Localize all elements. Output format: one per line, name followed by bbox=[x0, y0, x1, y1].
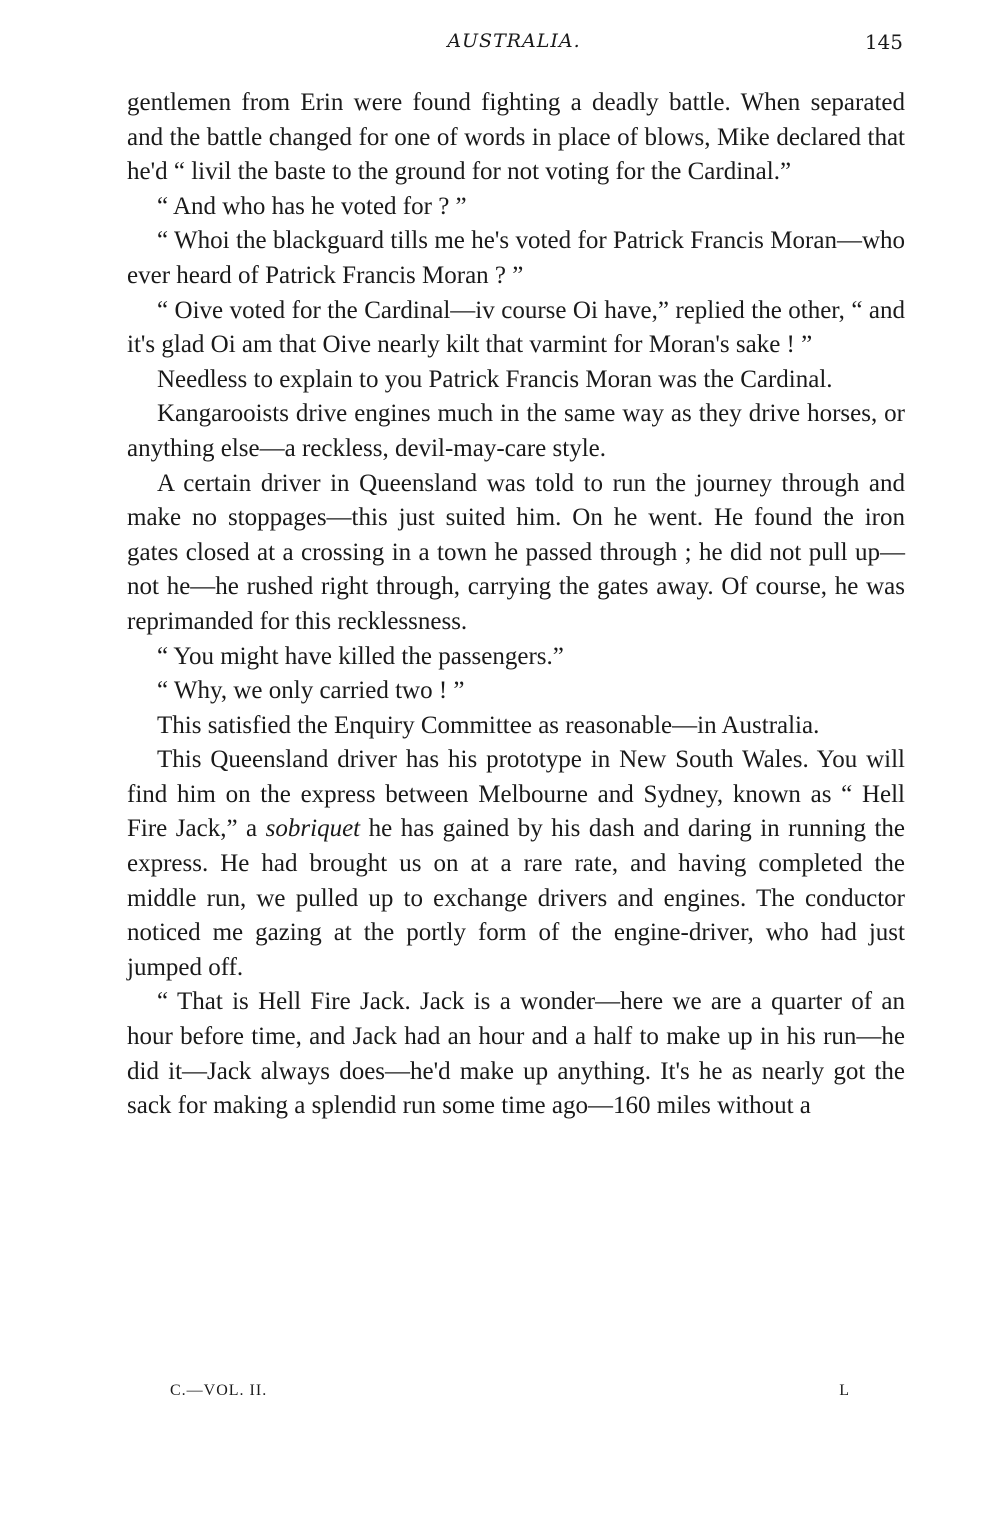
paragraph-text-before: This Queensland driver has his prototype in New South Wales. You will find him on the express between Melbourne and Sydney, known as “ Hell Fire Jack,” a bbox=[127, 746, 905, 843]
page-number: 145 bbox=[864, 30, 903, 54]
page-footer bbox=[170, 1382, 850, 1408]
paragraph-conductor-speech: “ That is Hell Fire Jack. Jack is a wonder—here we are a quarter of an hour before time, and Jack had an hour and a half to make up in his run—he did it—Jack always does—he'd make up anything. It's he as nearly got the sack for making a splendid run some time ago—160 miles without a bbox=[127, 988, 905, 1120]
paragraph-hell-fire-jack bbox=[127, 743, 905, 985]
signature-mark: L bbox=[839, 1382, 850, 1399]
paragraph-queensland-driver: A certain driver in Queensland was told to run the journey through and make no stoppages—this just suited him. On he went. He found the iron gates closed at a crossing in a town he passed through ; he did not pull up—not he—he rushed right through, carrying the gates away. Of course, he was reprimanded for this recklessness. bbox=[127, 469, 905, 635]
paragraph-reply: “ Whoi the blackguard tills me he's voted for Patrick Francis Moran—who ever heard of Patrick Francis Moran ? ” bbox=[127, 227, 905, 289]
volume-signature: C.—VOL. II. bbox=[170, 1382, 268, 1399]
paragraph-continuation: gentlemen from Erin were found fighting a deadly battle. When separated and the battle changed for one of words in place of blows, Mike declared that he'd “ livil the baste to the ground for not voting for the Cardinal.” bbox=[127, 89, 905, 186]
running-title: AUSTRALIA. bbox=[447, 30, 581, 52]
paragraph-passengers: “ You might have killed the passengers.” bbox=[157, 642, 564, 670]
paragraph-text-after: he has gained by his dash and daring in running the express. He had brought us on at a rare rate, and having completed the middle run, we pulled up to exchange drivers and engines. The conductor noticed me gazing at the portly form of the engine-driver, who had just jumped off. bbox=[127, 815, 905, 981]
paragraph-rejoinder: “ Oive voted for the Cardinal—iv course Oi have,” replied the other, “ and it's glad Oi am that Oive nearly kilt that varmint for Moran's sake ! ” bbox=[127, 296, 905, 359]
paragraph-kangarooists: Kangarooists drive engines much in the same way as they drive horses, or anything else—a reckless, devil-may-care style. bbox=[127, 400, 905, 462]
paragraph-explanation: Needless to explain to you Patrick Francis Moran was the Cardinal. bbox=[157, 365, 833, 393]
paragraph-carried-two: “ Why, we only carried two ! ” bbox=[157, 677, 465, 705]
body-text bbox=[127, 86, 905, 1124]
paragraph-enquiry: This satisfied the Enquiry Committee as reasonable—in Australia. bbox=[157, 711, 820, 739]
paragraph-question: “ And who has he voted for ? ” bbox=[157, 192, 467, 220]
running-head bbox=[125, 30, 903, 60]
italic-term: sobriquet bbox=[265, 815, 361, 843]
